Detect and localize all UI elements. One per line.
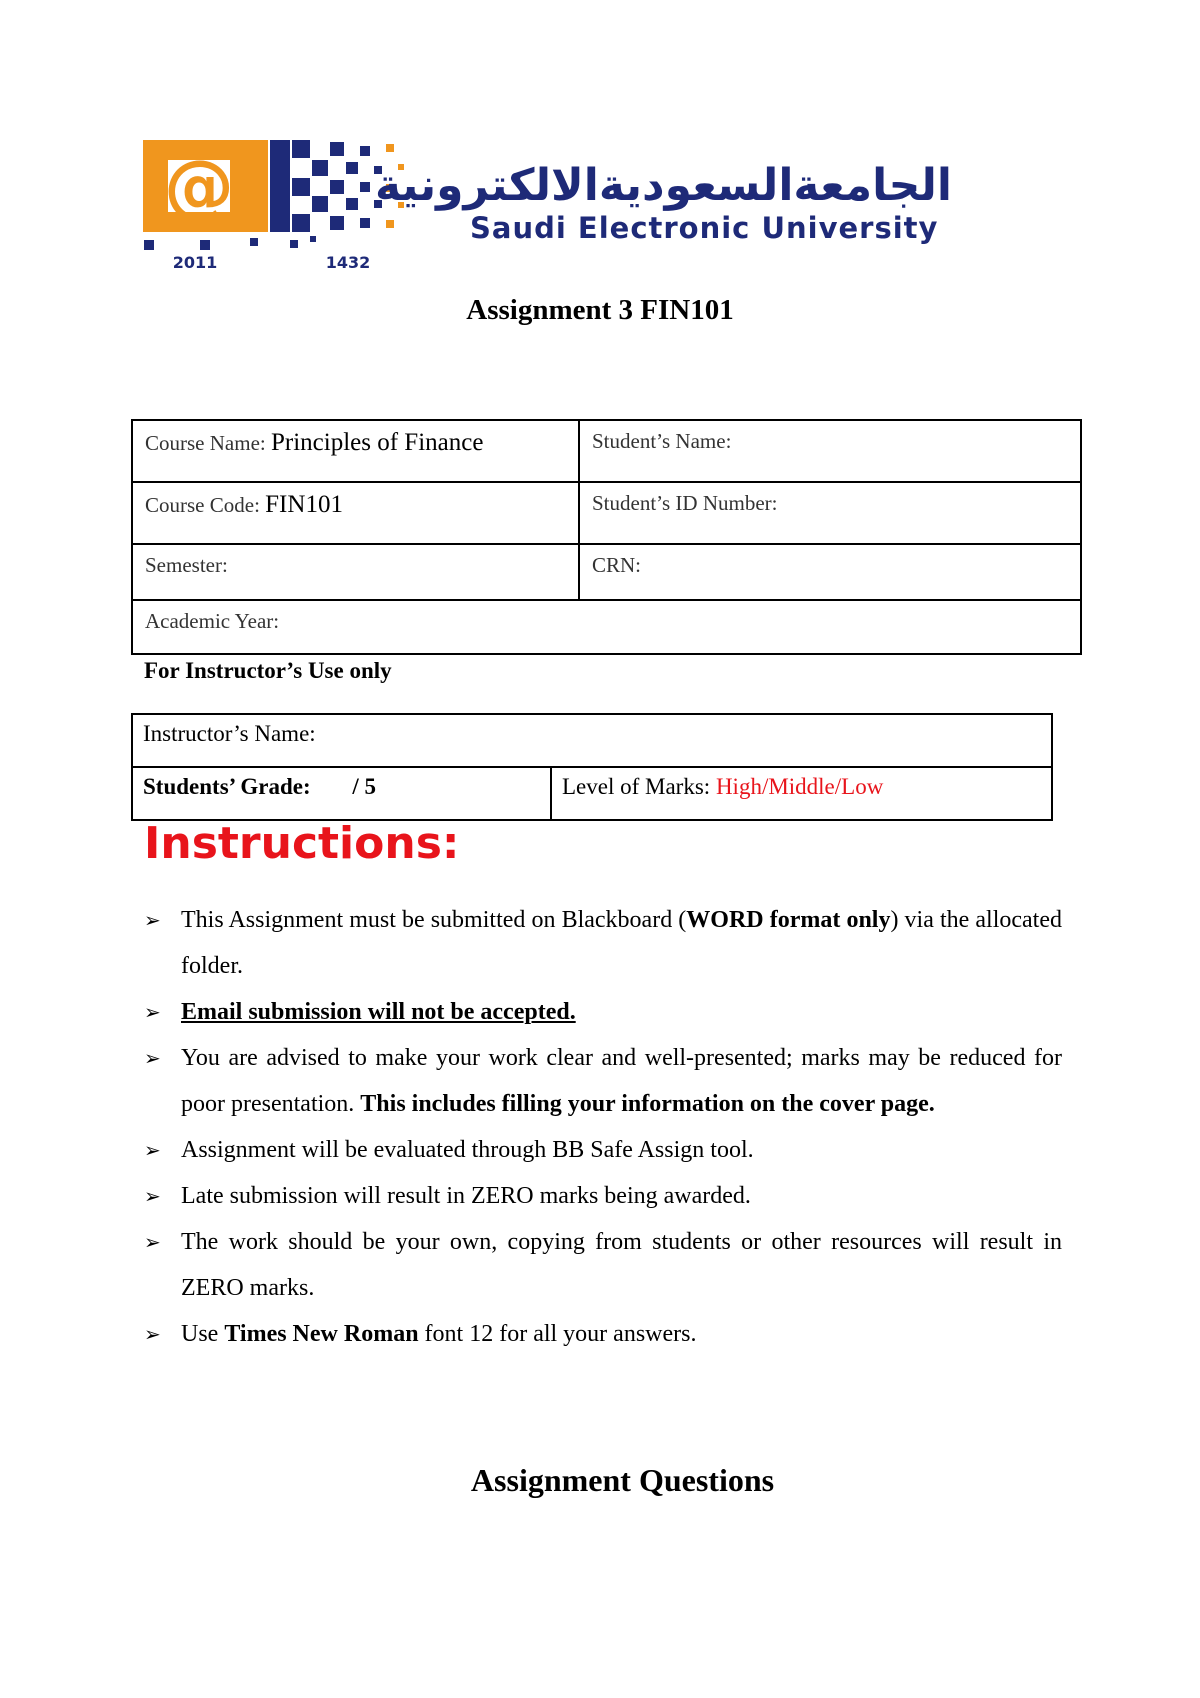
list-item: ➢ You are advised to make your work clear and well-presented; marks may be reduced for poor presentation. This includes filling your information on the cover page. [144, 1035, 1062, 1127]
course-name-cell [132, 420, 579, 482]
course-code-label: Course Code: [145, 493, 266, 517]
logo-year-gregorian: 2011 [172, 253, 218, 272]
level-of-marks-cell[interactable] [551, 767, 1052, 820]
course-name-value: Principles of Finance [270, 429, 484, 456]
list-item: ➢ Email submission will not be accepted. [144, 989, 1062, 1035]
course-code-value: FIN101 [265, 491, 343, 518]
logo-english-name: Saudi Electronic University [470, 211, 939, 245]
arrow-bullet-icon: ➢ [144, 1322, 161, 1346]
arrow-bullet-icon: ➢ [144, 1000, 161, 1024]
instructor-name-cell[interactable] [132, 714, 1052, 767]
course-code-cell [132, 482, 579, 544]
arrow-bullet-icon: ➢ [144, 908, 161, 932]
list-item: ➢ The work should be your own, copying from students or other resources will result in ZERO marks. [144, 1219, 1062, 1311]
instructions-list [144, 897, 1062, 1357]
crn-cell[interactable] [579, 544, 1081, 600]
semester-cell[interactable] [132, 544, 579, 600]
arrow-bullet-icon: ➢ [144, 1138, 161, 1162]
grade-label: Students’ Grade: [143, 774, 311, 799]
student-id-cell[interactable] [579, 482, 1081, 544]
course-name-label: Course Name: [145, 431, 271, 455]
logo-year-hijri: 1432 [325, 253, 371, 272]
page-title: Assignment 3 FIN101 [466, 294, 734, 326]
student-name-label: Student’s Name: [592, 429, 732, 453]
list-item: ➢ This Assignment must be submitted on Blackboard (WORD format only) via the allocated folder. [144, 897, 1062, 989]
logo-arabic-name: الجامعةالسعوديةالالكترونية [375, 160, 952, 211]
assignment-questions-heading: Assignment Questions [470, 1462, 775, 1498]
list-item: ➢ Late submission will result in ZERO marks being awarded. [144, 1173, 1062, 1219]
level-label: Level of Marks: [562, 774, 716, 799]
level-value: High/Middle/Low [715, 774, 884, 799]
arrow-bullet-icon: ➢ [144, 1184, 161, 1208]
arrow-bullet-icon: ➢ [144, 1046, 161, 1070]
academic-year-cell[interactable] [132, 600, 1081, 654]
grade-value: / 5 [352, 774, 376, 799]
university-logo [140, 140, 960, 275]
student-id-label: Student’s ID Number: [592, 491, 778, 515]
instructor-table [131, 713, 1053, 821]
grade-cell[interactable] [132, 767, 551, 820]
student-name-cell[interactable] [579, 420, 1081, 482]
logo-at-symbol: @ [164, 145, 234, 227]
list-item: ➢ Use Times New Roman font 12 for all your answers. [144, 1311, 1062, 1357]
crn-label: CRN: [592, 553, 642, 577]
instructor-use-heading: For Instructor’s Use only [144, 658, 392, 683]
instructions-heading: Instructions: [144, 818, 460, 869]
semester-label: Semester: [145, 553, 228, 577]
list-item: ➢ Assignment will be evaluated through BB Safe Assign tool. [144, 1127, 1062, 1173]
instructor-name-label: Instructor’s Name: [143, 721, 316, 746]
academic-year-label: Academic Year: [145, 609, 280, 633]
student-info-table [131, 419, 1082, 655]
arrow-bullet-icon: ➢ [144, 1230, 161, 1254]
